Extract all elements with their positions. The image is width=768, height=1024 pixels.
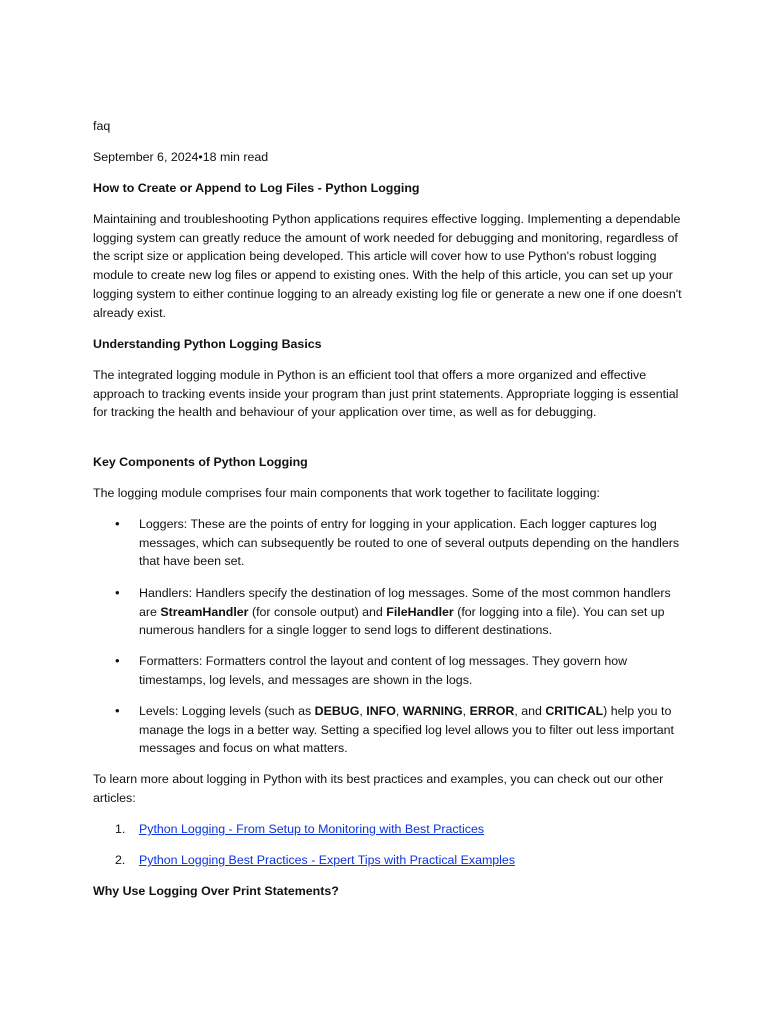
list-number: 1. [115,822,126,836]
level-term: INFO [366,704,396,718]
intro-paragraph: Maintaining and troubleshooting Python applications requires effective logging. Implementing a dependable logging system can greatly reduce the amount of work needed for debugging and monitoring, regardless of the script size or application being developed. This article will cover how to use Python's robust logging module to create new log files or append to existing ones. With the help of this article, you can set up your logging system to either continue logging to an already existing log file or generate a new one if one doesn't already exist. [93,212,682,320]
components-lead: The logging module comprises four main components that work together to facilitate logging: [93,486,600,500]
level-term: DEBUG [314,704,360,718]
code-term: StreamHandler [160,604,249,619]
level-term: ERROR [469,704,515,718]
bullet-marker: • [115,585,120,600]
level-term: WARNING [402,704,463,718]
section-heading-components: Key Components of Python Logging [93,455,308,469]
section-heading-basics: Understanding Python Logging Basics [93,337,322,351]
list-item-text: Loggers: These are the points of entry for logging in your application. Each logger captures log messages, which can subsequently be routed to one of several outputs depending on the handlers that have been set. [139,517,680,569]
category-label: faq [93,119,111,133]
more-articles-lead: To learn more about logging in Python with its best practices and examples, you can check out our other articles: [93,772,664,805]
basics-paragraph: The integrated logging module in Python is an efficient tool that offers a more organized and effective approach to tracking events inside your program than just print statements. Appropriate logging is essential for tracking the health and behaviour of your application over time, as well as for debugging. [93,368,679,420]
article-meta: September 6, 2024•18 min read [93,150,269,164]
list-number: 2. [115,853,126,867]
bullet-marker: • [115,703,120,718]
list-item-text: Formatters: Formatters control the layout and content of log messages. They govern how timestamps, log levels, and messages are shown in the logs. [139,654,628,687]
article-link-best-practices[interactable]: Python Logging Best Practices - Expert Tips with Practical Examples [139,853,516,867]
list-item-text: Levels: Logging levels (such as DEBUG, INFO, WARNING, ERROR, and CRITICAL) help you to manage the logs in a better way. Setting a specified log level allows you to filter out less important messages and focus on what matters. [139,704,674,756]
article-link-setup-monitoring[interactable]: Python Logging - From Setup to Monitoring with Best Practices [139,822,485,836]
code-term: FileHandler [386,604,454,619]
bullet-marker: • [115,653,120,668]
bullet-marker: • [115,516,120,531]
level-term: CRITICAL [545,704,604,718]
list-item-text: Handlers: Handlers specify the destination of log messages. Some of the most common handlers are StreamHandler (for console output) and FileHandler (for logging into a file). You can set up numerous handlers for a single logger to send logs to different destinations. [139,586,671,638]
section-heading-why-logging: Why Use Logging Over Print Statements? [93,884,339,898]
article-title: How to Create or Append to Log Files - Python Logging [93,181,420,195]
